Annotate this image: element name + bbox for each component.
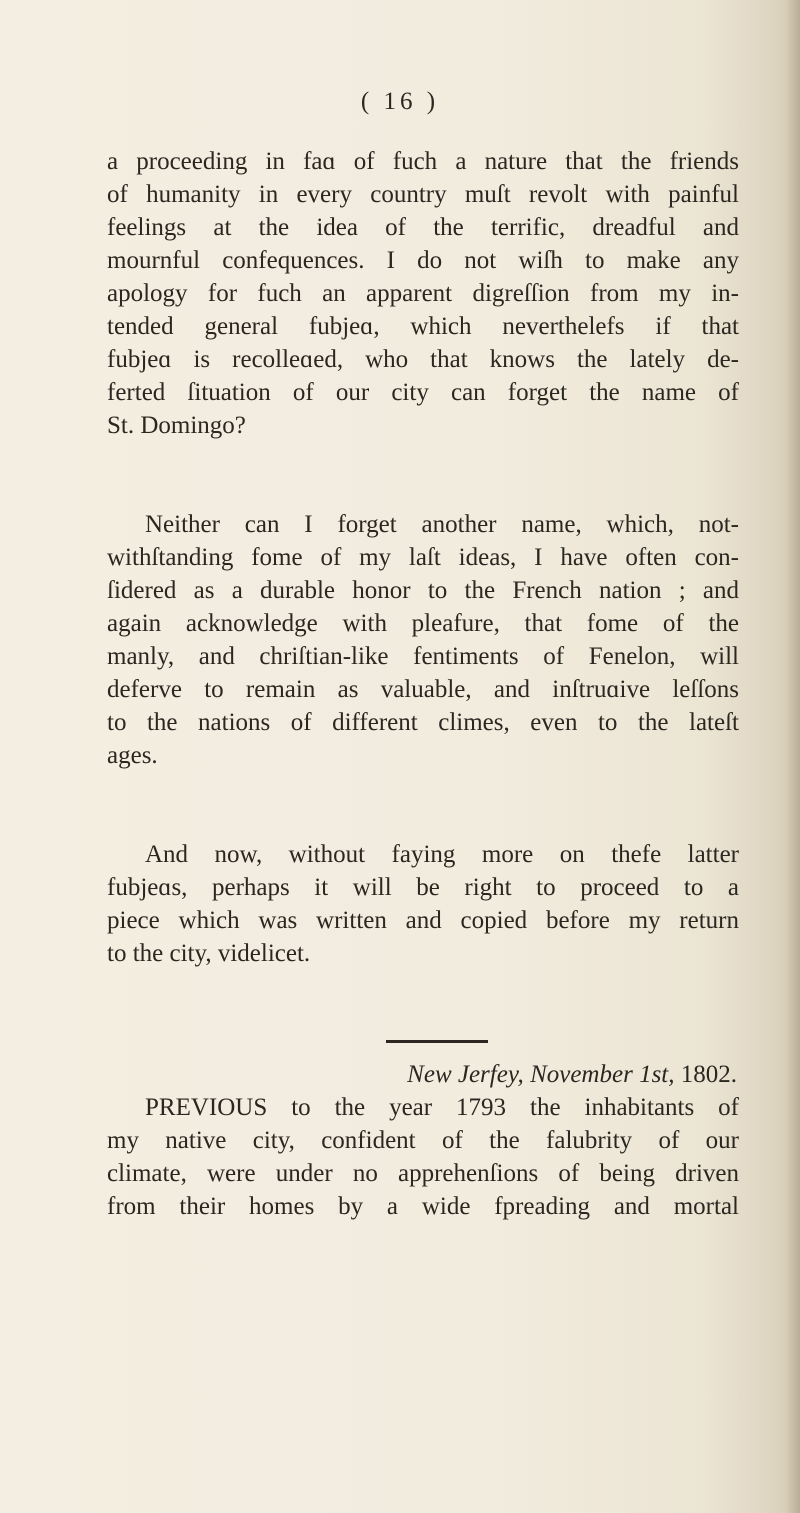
text-line: climate, were under no apprehenſions of being driven [107,1160,739,1187]
text-line: ſidered as a durable honor to the French nation ; and [107,577,739,604]
text-line: mournful confequences. I do not wiſh to make any [107,247,739,274]
paragraph-3 [107,838,739,970]
text-line: Neither can I forget another name, which, not- [145,511,739,538]
text-line: feelings at the idea of the terrific, dreadful and [107,214,739,241]
page-number: ( 16 ) [360,88,440,115]
text-line: tended general fubjeɑ, which neverthelefs if that [107,313,739,340]
text-line: my native city, confident of the falubrity of our [107,1127,739,1154]
text-line: And now, without faying more on thefe latter [145,841,739,868]
text-line: again acknowledge with pleafure, that fome of the [107,610,739,637]
text-line: to the city, videlicet. [107,940,311,967]
text-line: deferve to remain as valuable, and inſtruɑive leſſons [107,676,739,703]
text-line: to the nations of different climes, even to the lateſt [107,709,739,736]
dateline-year: 1802. [680,1061,737,1088]
text-line: PREVIOUS to the year 1793 the inhabitants of [145,1094,739,1121]
text-line: manly, and chriſtian-like fentiments of Fenelon, will [107,643,739,670]
text-line: a proceeding in faɑ of fuch a nature that the friends [107,148,739,175]
dateline-month: November [530,1061,633,1088]
text-line: withſtanding fome of my laſt ideas, I have often con- [107,544,739,571]
text-line: of humanity in every country muſt revolt with painful [107,181,739,208]
paragraph-4 [107,1091,739,1223]
text-line: ferted ſituation of our city can forget the name of [107,379,739,406]
text-line: ages. [107,742,158,769]
text-line: fubjeɑs, perhaps it will be right to proceed to a [107,874,739,901]
page-edge-shadow [786,0,800,1513]
dateline-day: 1st, [639,1061,675,1088]
text-line: piece which was written and copied before my return [107,907,739,934]
paragraph-2 [107,508,739,772]
text-line: fubjeɑ is recolleɑed, who that knows the lately de- [107,346,739,373]
text-line: from their homes by a wide fpreading and mortal [107,1193,739,1220]
dateline [165,1058,737,1091]
text-line: St. Domingo? [107,412,246,439]
section-divider-rule [386,1040,488,1043]
dateline-place: New Jerfey, [407,1061,524,1088]
text-line: apology for fuch an apparent digreſſion from my in- [107,280,739,307]
paragraph-1 [107,145,739,442]
